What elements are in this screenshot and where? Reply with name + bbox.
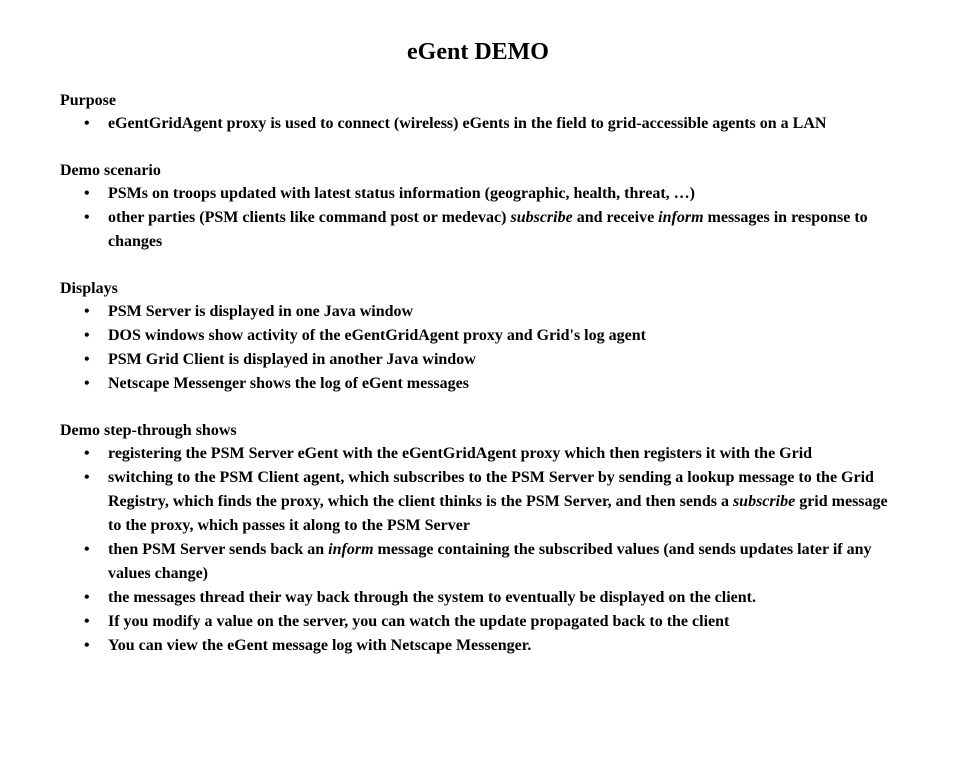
bullet-item [60,634,900,658]
bullet-item [60,442,900,466]
bullet-glyph: • [84,115,90,132]
section-heading: Purpose [60,92,116,109]
emphasized-term: subscribe [510,209,573,226]
emphasized-term: inform [328,541,374,558]
emphasized-term: subscribe [732,493,796,510]
document-body [60,90,900,682]
bullet-glyph: • [84,637,90,654]
bullet-list [60,300,900,396]
bullet-item [60,610,900,634]
bullet-glyph: • [84,589,90,606]
bullet-text: You can view the eGent message log with Netscape Messenger. [108,637,532,654]
bullet-text: and receive [572,209,659,226]
bullet-text: Netscape Messenger shows the log of eGent messages [108,375,469,392]
section-heading: Demo scenario [60,162,161,179]
bullet-text: DOS windows show activity of the eGentGridAgent proxy and Grid's log agent [108,327,646,344]
bullet-text: eGentGridAgent proxy is used to connect (wireless) eGents in the field to grid-accessible agents on a LAN [108,115,827,132]
bullet-text: other parties (PSM clients like command post or medevac) [108,209,511,226]
section-purpose [60,90,900,136]
bullet-item [60,112,900,136]
section-displays [60,278,900,396]
bullet-item [60,372,900,396]
bullet-glyph: • [84,351,90,368]
bullet-glyph: • [84,185,90,202]
bullet-item [60,300,900,324]
bullet-glyph: • [84,469,90,486]
bullet-item [60,538,900,586]
bullet-list [60,182,900,254]
bullet-glyph: • [84,613,90,630]
bullet-text: PSMs on troops updated with latest status information (geographic, health, threat, …) [108,185,695,202]
bullet-glyph: • [84,303,90,320]
bullet-text: switching to the PSM Client agent, which subscribes to the PSM Server by sending a lookup message to the Grid Registry, which finds the proxy, which the client thinks is the PSM Server, and then sends a [108,469,874,510]
bullet-text: registering the PSM Server eGent with the eGentGridAgent proxy which then registers it with the Grid [108,445,813,462]
bullet-item [60,348,900,372]
bullet-text: If you modify a value on the server, you can watch the update propagated back to the client [108,613,730,630]
bullet-item [60,324,900,348]
bullet-text: PSM Server is displayed in one Java window [108,303,414,320]
bullet-item [60,466,900,538]
section-heading: Displays [60,280,118,297]
bullet-item [60,206,900,254]
bullet-glyph: • [84,541,90,558]
page-title: eGent DEMO [407,39,549,65]
bullet-glyph: • [84,327,90,344]
bullet-glyph: • [84,209,90,226]
bullet-text: then PSM Server sends back an [108,541,329,558]
bullet-text: the messages thread their way back through the system to eventually be displayed on the client. [108,589,756,606]
bullet-glyph: • [84,375,90,392]
bullet-item [60,586,900,610]
bullet-glyph: • [84,445,90,462]
bullet-text: grid message to the proxy, which passes it along to the PSM Server [108,493,888,534]
emphasized-term: inform [658,209,704,226]
bullet-text: message containing the subscribed values (and sends updates later if any values change) [108,541,872,582]
section-demo-scenario [60,160,900,254]
bullet-item [60,182,900,206]
bullet-list [60,442,900,658]
section-demo-step-through-shows [60,420,900,658]
section-heading: Demo step-through shows [60,422,237,439]
bullet-text: messages in response to changes [108,209,868,250]
bullet-list [60,112,900,136]
bullet-text: PSM Grid Client is displayed in another Java window [108,351,476,368]
